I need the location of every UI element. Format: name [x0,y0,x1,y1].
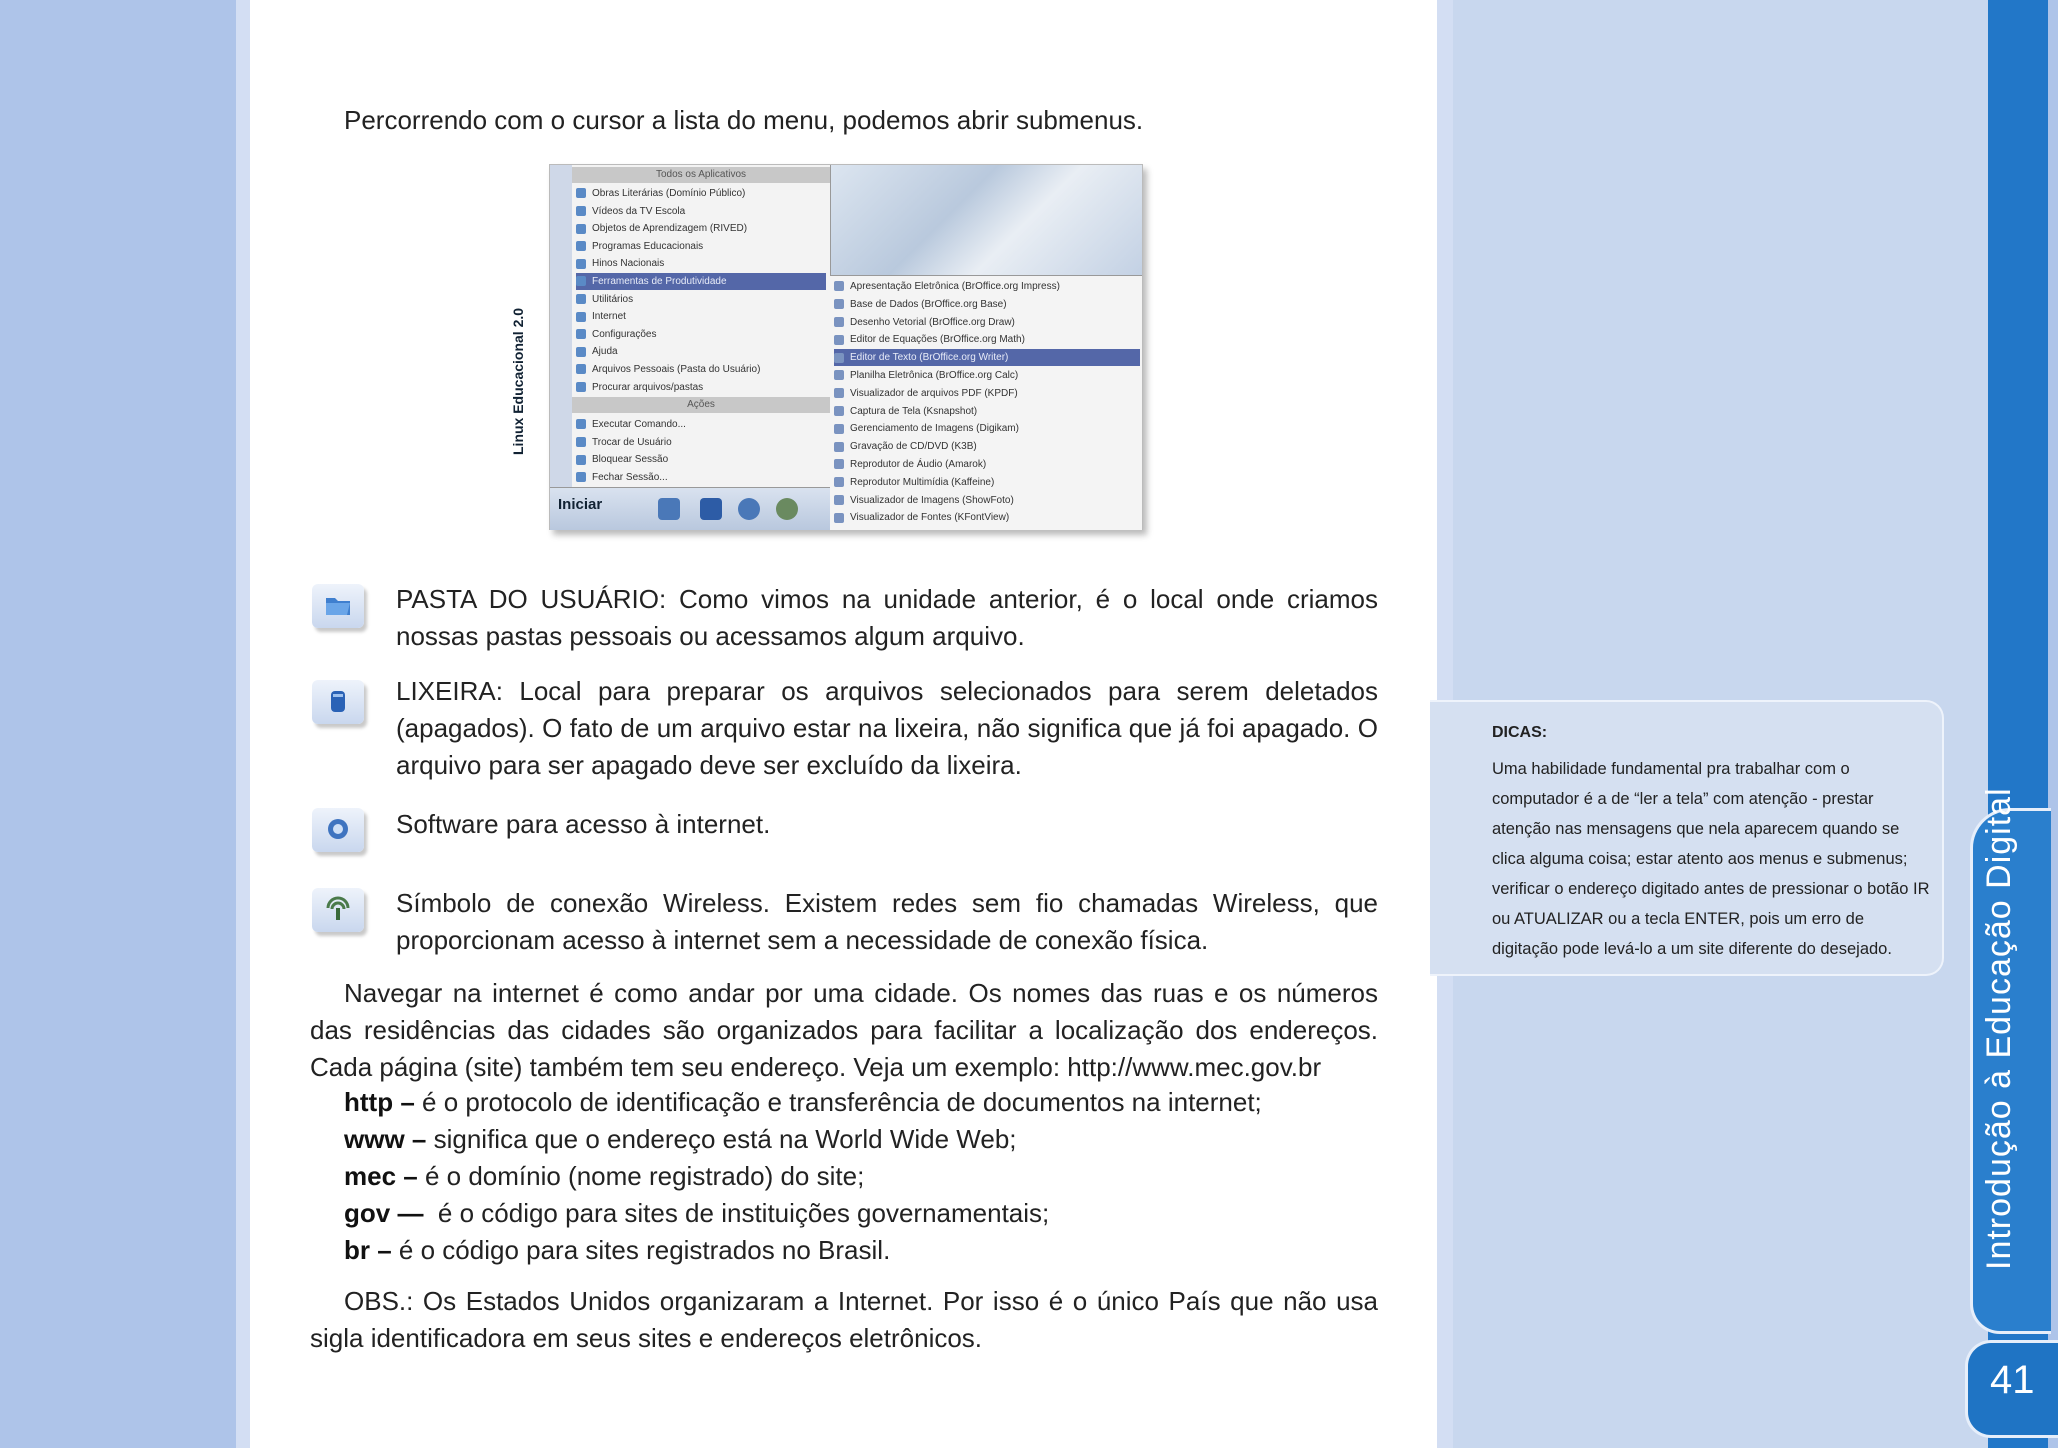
menu-item-label: Utilitários [592,293,634,305]
submenu [830,275,1142,530]
submenu-item-icon [834,495,844,505]
submenu-item-label: Gerenciamento de Imagens (Digikam) [850,423,1019,435]
wireless-icon[interactable] [776,498,798,520]
menu-item-label: Objetos de Aprendizagem (RIVED) [592,223,748,235]
submenu-item-label: Editor de Texto (BrOffice.org Writer) [850,352,1009,364]
menu-item[interactable] [576,379,826,396]
intro-text: Percorrendo com o cursor a lista do menu, podemos abrir submenus. [344,105,1144,135]
submenu-item-label: Reprodutor de Áudio (Amarok) [850,459,987,470]
url-part-description: é o código para sites registrados no Brasil. [398,1235,891,1265]
action-item[interactable] [576,416,826,433]
menu-screenshot [510,164,1143,530]
menu-item[interactable] [576,220,826,237]
submenu-item[interactable] [834,492,1140,509]
url-part-line [344,1158,1374,1195]
folder-icon[interactable] [658,498,680,520]
submenu-item-icon [834,459,844,469]
menu-item-icon [576,188,586,198]
submenu-item-label: Visualizador de arquivos PDF (KPDF) [850,387,1018,399]
submenu-item-icon [834,353,844,363]
menu-item-label: Arquivos Pessoais (Pasta do Usuário) [592,364,761,375]
action-item-icon [576,419,586,429]
submenu-item-label: Apresentação Eletrônica (BrOffice.org Impress) [850,281,1060,292]
menu-item-label: Vídeos da TV Escola [592,205,686,217]
submenu-item-label: Reprodutor Multimídia (Kaffeine) [850,476,995,488]
url-part-term: www [344,1124,405,1154]
menu-item[interactable] [576,308,826,325]
action-item[interactable] [576,451,826,468]
submenu-item-label: Planilha Eletrônica (BrOffice.org Calc) [850,370,1019,381]
submenu-item-label: Gravação de CD/DVD (K3B) [850,441,977,453]
submenu-item[interactable] [834,331,1140,348]
menu-item[interactable] [576,291,826,308]
menu-item-label: Ferramentas de Produtividade [592,276,727,287]
submenu-item[interactable] [834,420,1140,437]
tips-title: DICAS: [1492,724,1548,741]
menu-item-icon [576,312,586,322]
url-part-separator: – [404,1124,434,1154]
url-part-separator: – [393,1087,423,1117]
url-part-line [344,1232,1374,1269]
submenu-item[interactable] [834,367,1140,384]
action-item-label: Executar Comando... [592,419,686,430]
url-part-description: é o protocolo de identificação e transferência de documentos na internet; [422,1087,1262,1117]
menu-item-icon [576,259,586,269]
user-folder-text: PASTA DO USUÁRIO: Como vimos na unidade anterior, é o local onde criamos nossas pastas pessoais ou acessamos algum arquivo. [396,584,1378,651]
submenu-item-label: Visualizador de Fontes (KFontView) [850,512,1010,524]
menu-item-icon [576,347,586,357]
submenu-item-icon [834,335,844,345]
menu-item-label: Ajuda [592,346,618,358]
url-part-description: é o código para sites de instituições governamentais; [437,1198,1050,1228]
menu-item-icon [576,241,586,251]
menu-item-label: Obras Literárias (Domínio Público) [592,188,746,199]
trash-text: LIXEIRA: Local para preparar os arquivos selecionados para serem deletados (apagados). O fato de um arquivo estar na lixeira, não significa que já foi apagado. O arquivo para ser apagado deve ser excluído da lixeira. [396,676,1378,780]
submenu-item[interactable] [834,314,1140,331]
taskbar [550,487,830,530]
obs-paragraph: OBS.: Os Estados Unidos organizaram a Internet. Por isso é o único País que não usa sigla identificadora em seus sites e endereços eletrônicos. [310,1286,1378,1353]
submenu-item-icon [834,281,844,291]
menu-item[interactable] [576,203,826,220]
submenu-item[interactable] [834,438,1140,455]
submenu-item[interactable] [834,456,1140,473]
menu-item[interactable] [576,326,826,343]
submenu-item-label: Desenho Vetorial (BrOffice.org Draw) [850,316,1015,328]
action-item-label: Trocar de Usuário [592,436,672,448]
menu-item[interactable] [576,343,826,360]
browser-text: Software para acesso à internet. [396,809,771,839]
trash-icon[interactable] [700,498,722,520]
url-part-separator: — [390,1198,438,1228]
url-part-separator: – [370,1235,399,1265]
menu-item-icon [576,206,586,216]
left-margin [0,0,236,1448]
submenu-item-icon [834,477,844,487]
url-part-term: br [344,1235,370,1265]
action-item-icon [576,455,586,465]
url-part-line [344,1121,1374,1158]
url-part-term: mec [344,1161,397,1191]
submenu-item[interactable] [834,296,1140,313]
start-button[interactable]: Iniciar [558,496,603,513]
wireless-icon [312,888,364,932]
url-part-line [344,1084,1374,1121]
submenu-item-icon [834,317,844,327]
trash-icon [312,680,364,724]
submenu-item-label: Visualizador de Imagens (ShowFoto) [850,494,1014,506]
action-item[interactable] [576,469,826,486]
submenu-item[interactable] [834,509,1140,526]
start-menu [510,165,831,529]
actions-header: Ações [572,397,830,413]
submenu-item[interactable] [834,403,1140,420]
menu-item-label: Procurar arquivos/pastas [592,381,704,393]
action-item-icon [576,472,586,482]
menu-item-icon [576,364,586,374]
tips-box [1430,700,1944,976]
menu-item[interactable] [576,273,826,290]
submenu-item-icon [834,424,844,434]
action-item-label: Fechar Sessão... [592,471,668,483]
submenu-item[interactable] [834,385,1140,402]
url-part-description: significa que o endereço está na World Wide Web; [433,1124,1017,1154]
browser-icon[interactable] [738,498,760,520]
menu-side-stripe [550,165,572,487]
submenu-item-label: Captura de Tela (Ksnapshot) [850,405,978,417]
submenu-item-icon [834,299,844,309]
submenu-item[interactable] [834,474,1140,491]
menu-side-label: Linux Educacional 2.0 [510,307,526,455]
browser-icon [312,808,364,852]
submenu-item-icon [834,442,844,452]
menu-item[interactable] [576,185,826,202]
page-number: 41 [1990,1358,2035,1402]
menu-item-label: Hinos Nacionais [592,258,665,270]
submenu-item-label: Base de Dados (BrOffice.org Base) [850,298,1007,310]
left-divider [236,0,250,1448]
action-item-label: Bloquear Sessão [592,454,669,466]
submenu-item-label: Editor de Equações (BrOffice.org Math) [850,334,1025,346]
menu-item-label: Internet [592,311,626,323]
url-part-separator: – [396,1161,425,1191]
url-part-term: gov [344,1198,391,1228]
tips-body: Uma habilidade fundamental pra trabalhar com o computador é a de “ler a tela” com atenção - prestar atenção nas mensagens que nela aparecem quando se clica alguma coisa; estar atento aos menus e submenus; verificar o endereço digitado antes de pressionar o botão IR ou ATUALIZAR ou a tecla ENTER, pois um erro de digitação pode levá-lo a um site diferente do desejado. [1492,760,1930,958]
submenu-item-icon [834,370,844,380]
menu-item-label: Programas Educacionais [592,240,704,252]
wireless-text: Símbolo de conexão Wireless. Existem redes sem fio chamadas Wireless, que proporcionam acesso à internet sem a necessidade de conexão física. [396,888,1378,955]
submenu-item-icon [834,513,844,523]
submenu-item[interactable] [834,349,1140,366]
submenu-item-icon [834,388,844,398]
menu-item-icon [576,329,586,339]
chapter-title: Introdução à Educação Digital [1980,787,2018,1270]
menu-item[interactable] [576,238,826,255]
url-part-term: http [344,1087,394,1117]
submenu-item-icon [834,406,844,416]
menu-item[interactable] [576,361,826,378]
menu-item-icon [576,294,586,304]
menu-item[interactable] [576,255,826,272]
submenu-item[interactable] [834,278,1140,295]
menu-item-icon [576,276,586,286]
menu-header: Todos os Aplicativos [572,167,830,183]
action-item[interactable] [576,434,826,451]
folder-icon [312,584,364,628]
action-item-icon [576,437,586,447]
menu-item-icon [576,382,586,392]
menu-item-icon [576,224,586,234]
desktop-wallpaper [830,165,1142,275]
url-part-line [344,1195,1374,1232]
menu-item-label: Configurações [592,328,657,340]
navigate-paragraph: Navegar na internet é como andar por uma cidade. Os nomes das ruas e os números das residências das cidades são organizados para facilitar a localização dos endereços. Cada página (site) também tem seu endereço. Veja um exemplo: http://www.mec.gov.br [310,978,1378,1082]
url-part-description: é o domínio (nome registrado) do site; [424,1161,865,1191]
